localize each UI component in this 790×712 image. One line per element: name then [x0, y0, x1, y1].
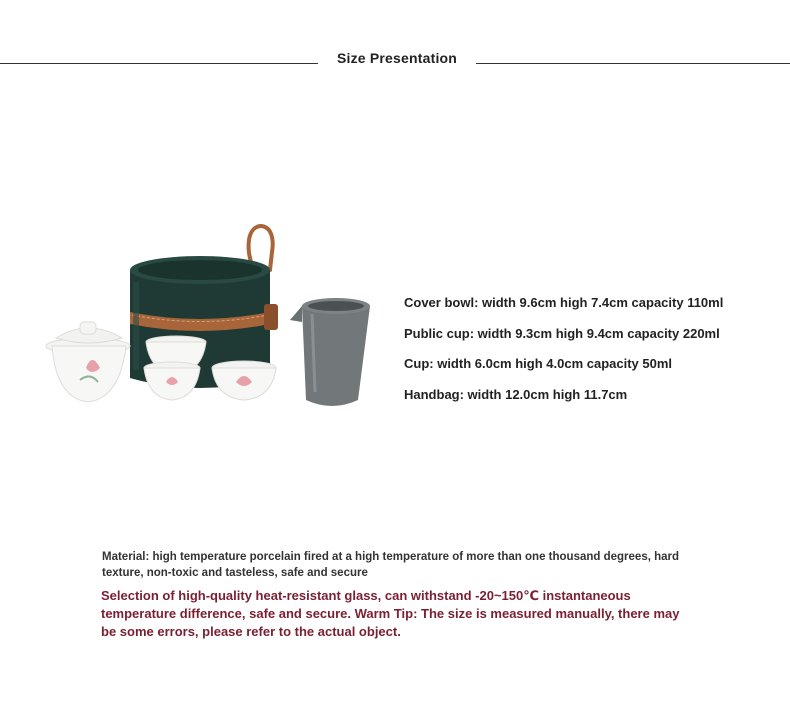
product-image	[40, 222, 380, 422]
header-divider-left	[0, 63, 318, 64]
header-divider-right	[476, 63, 790, 64]
glass-warm-tip: Selection of high-quality heat-resistant glass, can withstand -20~150℃ instantaneous temperature difference, safe and secure. Warm Tip: The size is measured manually, there may be some errors, please refer to the actual object.	[101, 588, 680, 639]
spec-cover-bowl: Cover bowl: width 9.6cm high 7.4cm capacity 110ml	[404, 295, 724, 310]
spec-handbag: Handbag: width 12.0cm high 11.7cm	[404, 386, 628, 402]
section-title: Size Presentation	[336, 50, 458, 66]
cover-bowl-illustration	[46, 322, 130, 402]
size-spec-list	[404, 292, 723, 414]
spec-public-cup: Public cup: width 9.3cm high 9.4cm capacity 220ml	[404, 325, 720, 341]
tea-cup-illustration-3	[212, 361, 276, 400]
public-cup-illustration	[290, 298, 370, 406]
spec-cup: Cup: width 6.0cm high 4.0cm capacity 50ml	[404, 356, 673, 371]
material-description: Material: high temperature porcelain fired at a high temperature of more than one thousand degrees, hard texture, non-toxic and tasteless, safe and secure	[102, 551, 680, 579]
tea-cup-illustration-2	[144, 362, 200, 400]
